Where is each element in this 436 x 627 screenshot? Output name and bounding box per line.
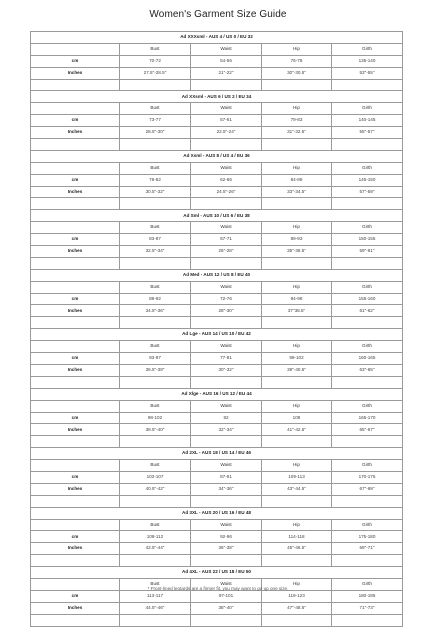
empty-cell	[120, 376, 191, 388]
measurement-cell: 99-102	[262, 353, 332, 365]
spacer-row	[31, 317, 403, 329]
measurement-cell: 38.5"-40"	[120, 424, 191, 436]
size-section-title: Ad 2XL - AUS 18 / US 14 / EU 46	[31, 448, 403, 460]
column-header: Girth	[332, 519, 403, 531]
measurement-row-cm	[31, 412, 403, 424]
size-section-row	[31, 150, 403, 162]
measurement-cell: 21"-22"	[191, 67, 262, 79]
measurement-cell: 33"-34.5"	[262, 186, 332, 198]
spacer-row	[31, 376, 403, 388]
size-section-title: Ad XXXsml - AUS 4 / US 0 / EU 32	[31, 32, 403, 44]
measurement-row-cm	[31, 531, 403, 543]
row-label: Inches	[31, 186, 120, 198]
measurement-cell: 30"-32"	[191, 364, 262, 376]
empty-cell	[191, 436, 262, 448]
measurement-cell: 114-118	[262, 531, 332, 543]
column-header: Girth	[332, 162, 403, 174]
measurement-row-cm	[31, 55, 403, 67]
size-guide-table-wrapper	[30, 31, 402, 627]
measurement-row-inches	[31, 246, 403, 258]
measurement-cell: 175-180	[332, 531, 403, 543]
measurement-cell: 40.5"-42"	[120, 483, 191, 495]
empty-cell	[120, 495, 191, 507]
measurement-cell: 92-96	[191, 531, 262, 543]
row-label: cm	[31, 471, 120, 483]
row-label: cm	[31, 293, 120, 305]
measurement-row-cm	[31, 590, 403, 602]
measurement-cell: 165-170	[332, 412, 403, 424]
empty-cell	[262, 436, 332, 448]
empty-cell	[120, 317, 191, 329]
spacer-row	[31, 555, 403, 567]
column-header: Hip	[262, 400, 332, 412]
empty-cell	[31, 460, 120, 472]
measurement-cell: 26"-28"	[191, 246, 262, 258]
column-header: Waist	[191, 460, 262, 472]
size-section-title: Ad Med - AUS 12 / US 8 / EU 40	[31, 269, 403, 281]
column-header: Bust	[120, 222, 191, 234]
measurement-cell: 36"-38"	[191, 543, 262, 555]
column-header: Waist	[191, 400, 262, 412]
measurement-cell: 160-165	[332, 353, 403, 365]
measurement-cell: 87-91	[191, 471, 262, 483]
row-label: cm	[31, 234, 120, 246]
empty-cell	[262, 198, 332, 210]
measurement-row-inches	[31, 67, 403, 79]
empty-cell	[31, 614, 120, 626]
empty-cell	[332, 614, 403, 626]
measurement-cell: 37"38.5"	[262, 305, 332, 317]
measurement-cell: 103-107	[120, 471, 191, 483]
empty-cell	[31, 139, 120, 151]
spacer-row	[31, 198, 403, 210]
measurement-cell: 97-101	[191, 590, 262, 602]
size-section-row	[31, 448, 403, 460]
empty-cell	[332, 198, 403, 210]
empty-cell	[191, 79, 262, 91]
column-header: Bust	[120, 341, 191, 353]
column-header-row	[31, 222, 403, 234]
measurement-cell: 119-123	[262, 590, 332, 602]
measurement-cell: 61"-62"	[332, 305, 403, 317]
column-header-row	[31, 162, 403, 174]
empty-cell	[332, 317, 403, 329]
column-header: Girth	[332, 103, 403, 115]
measurement-cell: 41"-42.5"	[262, 424, 332, 436]
empty-cell	[120, 257, 191, 269]
measurement-cell: 98-102	[120, 412, 191, 424]
size-section-row	[31, 269, 403, 281]
measurement-cell: 30"-30.5"	[262, 67, 332, 79]
column-header-row	[31, 341, 403, 353]
empty-cell	[120, 436, 191, 448]
empty-cell	[332, 79, 403, 91]
measurement-cell: 55"-57"	[332, 127, 403, 139]
empty-cell	[262, 79, 332, 91]
measurement-cell: 34.5"-36"	[120, 305, 191, 317]
size-section-title: Ad 3XL - AUS 20 / US 16 / EU 48	[31, 507, 403, 519]
measurement-cell: 73-77	[120, 115, 191, 127]
measurement-cell: 53"-55"	[332, 67, 403, 79]
spacer-row	[31, 614, 403, 626]
measurement-cell: 54-56	[191, 55, 262, 67]
measurement-cell: 170-175	[332, 471, 403, 483]
measurement-cell: 88-92	[120, 293, 191, 305]
measurement-cell: 76-78	[262, 55, 332, 67]
empty-cell	[332, 376, 403, 388]
column-header: Waist	[191, 222, 262, 234]
empty-cell	[31, 400, 120, 412]
column-header: Bust	[120, 460, 191, 472]
measurement-cell: 70-72	[120, 55, 191, 67]
size-section-title: Ad 4XL - AUS 22 / US 18 / EU 50	[31, 567, 403, 579]
column-header: Girth	[332, 460, 403, 472]
measurement-row-inches	[31, 602, 403, 614]
size-section-row	[31, 32, 403, 44]
size-section-title: Ad Sml - AUS 10 / US 6 / EU 38	[31, 210, 403, 222]
measurement-cell: 150-155	[332, 234, 403, 246]
measurement-cell: 42.5"-44"	[120, 543, 191, 555]
empty-cell	[262, 257, 332, 269]
measurement-cell: 71"-73"	[332, 602, 403, 614]
measurement-cell: 93-97	[120, 353, 191, 365]
measurement-cell: 67-71	[191, 234, 262, 246]
column-header: Waist	[191, 578, 262, 590]
empty-cell	[120, 555, 191, 567]
measurement-cell: 63"-65"	[332, 364, 403, 376]
empty-cell	[262, 317, 332, 329]
column-header: Bust	[120, 400, 191, 412]
measurement-cell: 78-82	[120, 174, 191, 186]
column-header-row	[31, 281, 403, 293]
measurement-cell: 34"-36"	[191, 483, 262, 495]
size-section-row	[31, 507, 403, 519]
empty-cell	[332, 257, 403, 269]
empty-cell	[332, 495, 403, 507]
measurement-row-cm	[31, 471, 403, 483]
empty-cell	[191, 139, 262, 151]
measurement-row-cm	[31, 353, 403, 365]
measurement-cell: 43"-44.5"	[262, 483, 332, 495]
empty-cell	[31, 495, 120, 507]
measurement-cell: 24.5"-26"	[191, 186, 262, 198]
column-header: Bust	[120, 578, 191, 590]
measurement-cell: 38"-40"	[191, 602, 262, 614]
size-section-row	[31, 567, 403, 579]
row-label: Inches	[31, 424, 120, 436]
column-header: Hip	[262, 519, 332, 531]
measurement-cell: 27.5"-28.5"	[120, 67, 191, 79]
column-header: Waist	[191, 341, 262, 353]
measurement-cell: 31"-32.5"	[262, 127, 332, 139]
measurement-row-inches	[31, 424, 403, 436]
measurement-cell: 67"-69"	[332, 483, 403, 495]
row-label: Inches	[31, 364, 120, 376]
column-header: Hip	[262, 103, 332, 115]
measurement-cell: 140-145	[332, 115, 403, 127]
empty-cell	[262, 139, 332, 151]
size-guide-table	[30, 31, 403, 627]
empty-cell	[31, 519, 120, 531]
empty-cell	[191, 495, 262, 507]
column-header-row	[31, 103, 403, 115]
measurement-cell: 83-87	[120, 234, 191, 246]
measurement-cell: 82	[191, 412, 262, 424]
empty-cell	[120, 614, 191, 626]
column-header: Hip	[262, 162, 332, 174]
measurement-row-inches	[31, 543, 403, 555]
row-label: Inches	[31, 602, 120, 614]
measurement-cell: 145-150	[332, 174, 403, 186]
column-header: Bust	[120, 162, 191, 174]
column-header-row	[31, 43, 403, 55]
spacer-row	[31, 495, 403, 507]
measurement-row-cm	[31, 234, 403, 246]
column-header: Waist	[191, 281, 262, 293]
measurement-cell: 39"-40.5"	[262, 364, 332, 376]
empty-cell	[31, 43, 120, 55]
measurement-cell: 155-160	[332, 293, 403, 305]
column-header: Girth	[332, 43, 403, 55]
measurement-cell: 59"-61"	[332, 246, 403, 258]
spacer-row	[31, 257, 403, 269]
column-header: Hip	[262, 43, 332, 55]
column-header: Bust	[120, 281, 191, 293]
measurement-cell: 94-98	[262, 293, 332, 305]
size-section-row	[31, 329, 403, 341]
measurement-row-inches	[31, 483, 403, 495]
measurement-row-inches	[31, 364, 403, 376]
row-label: Inches	[31, 246, 120, 258]
measurement-cell: 108	[262, 412, 332, 424]
empty-cell	[262, 495, 332, 507]
column-header: Girth	[332, 222, 403, 234]
row-label: cm	[31, 353, 120, 365]
measurement-row-inches	[31, 127, 403, 139]
measurement-cell: 44.5"-46"	[120, 602, 191, 614]
measurement-cell: 84-88	[262, 174, 332, 186]
measurement-cell: 32.5"-34"	[120, 246, 191, 258]
row-label: cm	[31, 55, 120, 67]
column-header: Hip	[262, 222, 332, 234]
empty-cell	[191, 376, 262, 388]
column-header: Bust	[120, 103, 191, 115]
size-section-title: Ad Lge - AUS 14 / US 10 / EU 42	[31, 329, 403, 341]
page-title: Women's Garment Size Guide	[149, 9, 287, 20]
measurement-cell: 45"-46.5"	[262, 543, 332, 555]
empty-cell	[31, 257, 120, 269]
column-header-row	[31, 519, 403, 531]
row-label: Inches	[31, 543, 120, 555]
column-header-row	[31, 460, 403, 472]
measurement-cell: 108-112	[120, 531, 191, 543]
column-header: Hip	[262, 281, 332, 293]
measurement-cell: 72-76	[191, 293, 262, 305]
empty-cell	[332, 436, 403, 448]
column-header: Waist	[191, 103, 262, 115]
spacer-row	[31, 139, 403, 151]
measurement-cell: 77-81	[191, 353, 262, 365]
measurement-cell: 109-113	[262, 471, 332, 483]
measurement-row-cm	[31, 293, 403, 305]
column-header: Bust	[120, 519, 191, 531]
measurement-cell: 57-61	[191, 115, 262, 127]
column-header: Hip	[262, 460, 332, 472]
column-header: Hip	[262, 341, 332, 353]
column-header: Hip	[262, 578, 332, 590]
empty-cell	[191, 198, 262, 210]
row-label: cm	[31, 174, 120, 186]
empty-cell	[262, 614, 332, 626]
empty-cell	[31, 79, 120, 91]
size-section-row	[31, 210, 403, 222]
empty-cell	[191, 257, 262, 269]
empty-cell	[31, 341, 120, 353]
measurement-cell: 35"-36.5"	[262, 246, 332, 258]
column-header-row	[31, 400, 403, 412]
empty-cell	[120, 198, 191, 210]
empty-cell	[191, 555, 262, 567]
size-section-title: Ad XXsml - AUS 6 / US 2 / EU 34	[31, 91, 403, 103]
empty-cell	[332, 555, 403, 567]
column-header: Waist	[191, 162, 262, 174]
row-label: cm	[31, 531, 120, 543]
column-header: Waist	[191, 519, 262, 531]
measurement-cell: 180-185	[332, 590, 403, 602]
column-header: Girth	[332, 281, 403, 293]
size-section-title: Ad Xlge - AUS 16 / US 12 / EU 44	[31, 388, 403, 400]
empty-cell	[31, 222, 120, 234]
measurement-cell: 79-83	[262, 115, 332, 127]
empty-cell	[31, 436, 120, 448]
empty-cell	[120, 79, 191, 91]
row-label: Inches	[31, 305, 120, 317]
measurement-row-inches	[31, 305, 403, 317]
row-label: cm	[31, 590, 120, 602]
empty-cell	[120, 139, 191, 151]
empty-cell	[31, 162, 120, 174]
measurement-cell: 28.5"-30"	[120, 127, 191, 139]
spacer-row	[31, 79, 403, 91]
row-label: Inches	[31, 127, 120, 139]
measurement-cell: 28"-30"	[191, 305, 262, 317]
empty-cell	[332, 139, 403, 151]
empty-cell	[31, 317, 120, 329]
empty-cell	[31, 376, 120, 388]
measurement-cell: 65"-67"	[332, 424, 403, 436]
column-header: Bust	[120, 43, 191, 55]
column-header: Girth	[332, 341, 403, 353]
row-label: Inches	[31, 483, 120, 495]
empty-cell	[262, 555, 332, 567]
row-label: Inches	[31, 67, 120, 79]
measurement-cell: 69"-71"	[332, 543, 403, 555]
measurement-cell: 89-93	[262, 234, 332, 246]
row-label: cm	[31, 412, 120, 424]
measurement-cell: 57"-59"	[332, 186, 403, 198]
empty-cell	[262, 376, 332, 388]
column-header: Girth	[332, 400, 403, 412]
row-label: cm	[31, 115, 120, 127]
spacer-row	[31, 436, 403, 448]
empty-cell	[31, 103, 120, 115]
measurement-cell: 113-117	[120, 590, 191, 602]
column-header: Waist	[191, 43, 262, 55]
measurement-cell: 30.5"-32"	[120, 186, 191, 198]
size-section-row	[31, 388, 403, 400]
measurement-cell: 47"-48.5"	[262, 602, 332, 614]
empty-cell	[31, 198, 120, 210]
empty-cell	[191, 614, 262, 626]
size-section-row	[31, 91, 403, 103]
measurement-cell: 32"-34"	[191, 424, 262, 436]
empty-cell	[31, 281, 120, 293]
measurement-row-cm	[31, 174, 403, 186]
measurement-cell: 62-66	[191, 174, 262, 186]
measurement-cell: 135-140	[332, 55, 403, 67]
measurement-row-cm	[31, 115, 403, 127]
empty-cell	[191, 317, 262, 329]
measurement-cell: 22.5"-24"	[191, 127, 262, 139]
measurement-cell: 36.5"-38"	[120, 364, 191, 376]
column-header: Girth	[332, 578, 403, 590]
footnote: * Front-lined leotards are a firmer fit, you may want to go up one size.	[147, 586, 289, 591]
measurement-row-inches	[31, 186, 403, 198]
size-section-title: Ad Xsml - AUS 8 / US 4 / EU 36	[31, 150, 403, 162]
empty-cell	[31, 555, 120, 567]
